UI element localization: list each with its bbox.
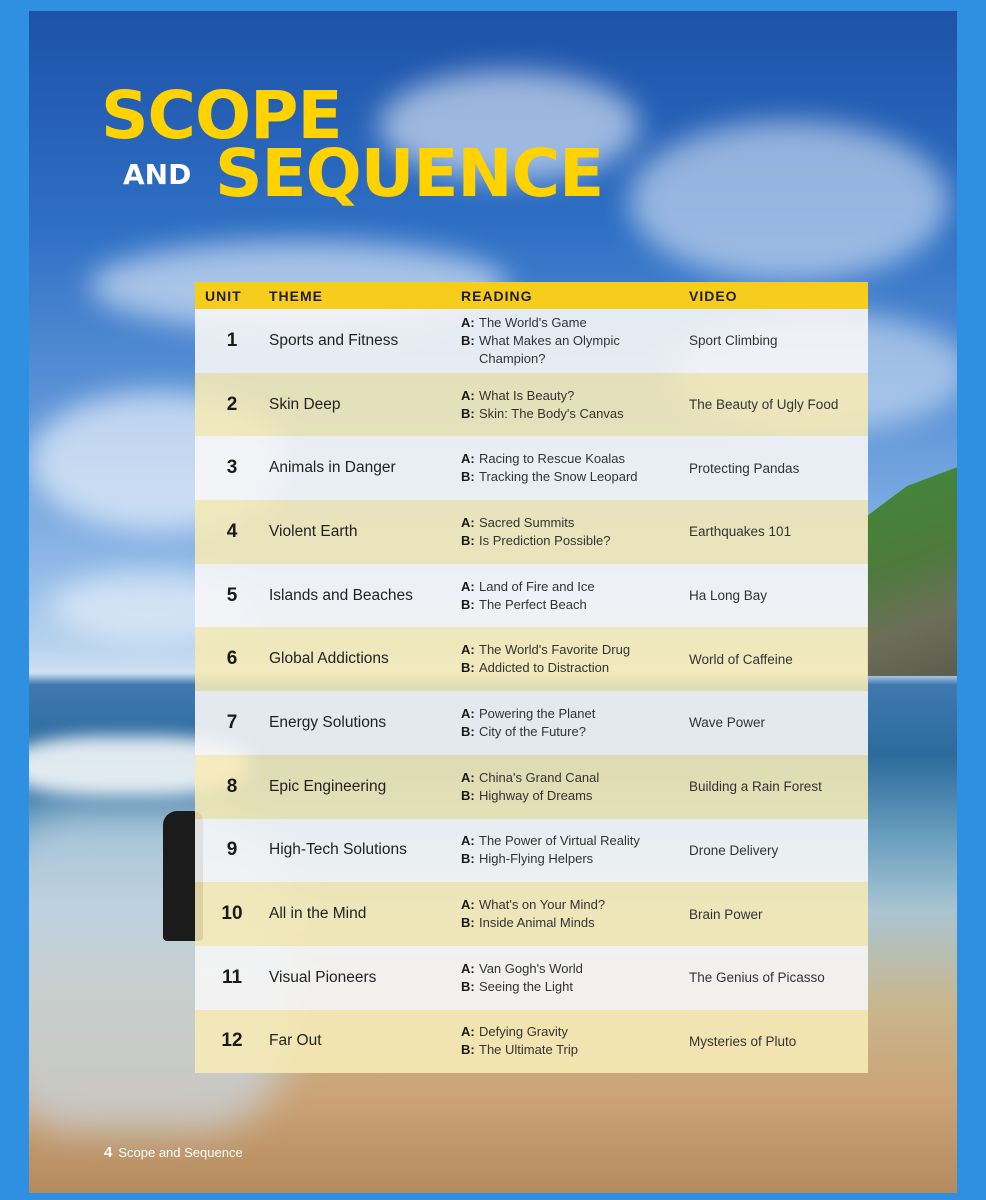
unit-video: Ha Long Bay [689,588,768,604]
reading-b [461,787,689,805]
scope-table [195,282,868,1073]
reading-key-b: B: [461,332,475,348]
reading-a-title: China's Grand Canal [479,769,600,785]
table-row [195,373,868,437]
reading-b [461,659,689,677]
reading-b-title: What Makes an Olympic Champion? [479,332,620,366]
reading-key-b: B: [461,532,475,548]
unit-video: Protecting Pandas [689,460,800,476]
unit-readings [461,1023,689,1059]
unit-number: 7 [226,711,238,733]
reading-key-b: B: [461,978,475,994]
unit-video: World of Caffeine [689,651,793,667]
table-row [195,755,868,819]
reading-b-title: Addicted to Distraction [479,660,610,676]
unit-theme: Epic Engineering [269,777,387,795]
unit-theme: Animals in Danger [269,459,396,477]
reading-key-b: B: [461,405,475,421]
reading-a-title: Defying Gravity [479,1024,568,1040]
reading-b-title: Skin: The Body's Canvas [479,405,624,421]
page-footer [104,1144,243,1161]
page-number: 4 [104,1144,113,1161]
unit-theme: All in the Mind [269,905,367,923]
unit-number: 4 [226,520,238,542]
unit-theme: Islands and Beaches [269,586,413,604]
unit-readings [461,641,689,677]
reading-a [461,832,689,850]
unit-readings [461,514,689,550]
unit-number: 8 [226,775,238,797]
reading-key-b: B: [461,469,475,485]
unit-video: The Beauty of Ugly Food [689,397,839,413]
unit-readings [461,314,689,368]
reading-b-title: Inside Animal Minds [479,915,595,931]
reading-key-b: B: [461,1042,475,1058]
unit-video: Wave Power [689,715,766,731]
reading-a [461,514,689,532]
table-row [195,500,868,564]
unit-readings [461,578,689,614]
reading-a-title: Land of Fire and Ice [479,578,595,594]
reading-b [461,1041,689,1059]
title-and: AND [123,158,192,191]
reading-a [461,896,689,914]
table-row [195,436,868,500]
unit-video: The Genius of Picasso [689,970,825,986]
reading-key-b: B: [461,915,475,931]
table-row [195,819,868,883]
reading-key-a: A: [461,314,475,330]
reading-a-title: Van Gogh's World [479,960,583,976]
table-body [195,309,868,1073]
unit-readings [461,387,689,423]
reading-b-title: Tracking the Snow Leopard [479,469,638,485]
reading-b [461,850,689,868]
reading-key-b: B: [461,596,475,612]
table-row [195,564,868,628]
unit-theme: Violent Earth [269,522,358,540]
unit-readings [461,832,689,868]
reading-key-a: A: [461,769,475,785]
reading-b [461,596,689,614]
reading-a-title: Sacred Summits [479,514,575,530]
reading-a [461,387,689,405]
unit-theme: Global Addictions [269,650,389,668]
reading-key-b: B: [461,723,475,739]
header-video: VIDEO [689,287,738,304]
unit-theme: Energy Solutions [269,713,387,731]
reading-key-a: A: [461,578,475,594]
unit-theme: Sports and Fitness [269,331,399,349]
reading-b [461,405,689,423]
unit-number: 6 [226,648,238,670]
reading-a-title: The Power of Virtual Reality [479,833,640,849]
footer-section: Scope and Sequence [118,1145,243,1160]
unit-video: Building a Rain Forest [689,779,822,795]
reading-a-title: The World's Game [479,314,587,330]
reading-key-b: B: [461,660,475,676]
reading-a [461,705,689,723]
reading-key-a: A: [461,1024,475,1040]
reading-b [461,914,689,932]
table-row [195,691,868,755]
unit-number: 11 [221,966,243,988]
page [29,11,957,1193]
reading-b [461,532,689,550]
header-reading: READING [461,287,533,304]
reading-key-a: A: [461,960,475,976]
reading-b-title: The Ultimate Trip [479,1042,578,1058]
reading-b-title: Highway of Dreams [479,787,593,803]
unit-theme: Skin Deep [269,395,341,413]
unit-readings [461,896,689,932]
table-row [195,946,868,1010]
unit-theme: Far Out [269,1032,322,1050]
reading-key-a: A: [461,387,475,403]
title-scope: SCOPE [101,77,342,154]
reading-b [461,978,689,996]
reading-b-title: Is Prediction Possible? [479,532,611,548]
table-header [195,282,868,309]
coastal-hill [867,456,957,676]
unit-readings [461,450,689,486]
reading-a-title: Racing to Rescue Koalas [479,451,625,467]
unit-number: 10 [221,903,243,925]
reading-a [461,450,689,468]
unit-number: 2 [226,393,238,415]
header-theme: THEME [269,287,323,304]
table-row [195,1010,868,1074]
unit-number: 9 [226,839,238,861]
reading-b-title: Seeing the Light [479,978,573,994]
reading-key-a: A: [461,897,475,913]
reading-a [461,641,689,659]
cloud [629,121,949,281]
unit-number: 1 [226,329,238,351]
unit-number: 12 [221,1030,243,1052]
unit-video: Earthquakes 101 [689,524,792,540]
unit-readings [461,960,689,996]
unit-video: Sport Climbing [689,333,778,349]
reading-key-a: A: [461,833,475,849]
reading-b [461,332,689,368]
reading-b-title: City of the Future? [479,723,586,739]
unit-number: 5 [226,584,238,606]
reading-key-a: A: [461,451,475,467]
unit-theme: High-Tech Solutions [269,841,407,859]
reading-a [461,578,689,596]
title-sequence: SEQUENCE [215,135,604,212]
table-row [195,309,868,373]
unit-readings [461,705,689,741]
reading-b [461,468,689,486]
reading-key-b: B: [461,787,475,803]
unit-number: 3 [226,457,238,479]
reading-a-title: Powering the Planet [479,705,596,721]
table-row [195,882,868,946]
reading-b-title: High-Flying Helpers [479,851,594,867]
table-row [195,627,868,691]
reading-a-title: The World's Favorite Drug [479,642,631,658]
reading-b-title: The Perfect Beach [479,596,587,612]
unit-video: Brain Power [689,906,763,922]
unit-readings [461,769,689,805]
unit-theme: Visual Pioneers [269,968,377,986]
reading-key-a: A: [461,514,475,530]
reading-key-a: A: [461,705,475,721]
unit-video: Drone Delivery [689,842,779,858]
reading-a [461,314,689,332]
reading-a [461,960,689,978]
reading-a-title: What's on Your Mind? [479,897,606,913]
reading-a [461,1023,689,1041]
reading-key-a: A: [461,642,475,658]
reading-a [461,769,689,787]
header-unit: UNIT [205,287,242,304]
unit-video: Mysteries of Pluto [689,1033,797,1049]
reading-b [461,723,689,741]
reading-key-b: B: [461,851,475,867]
reading-a-title: What Is Beauty? [479,387,575,403]
